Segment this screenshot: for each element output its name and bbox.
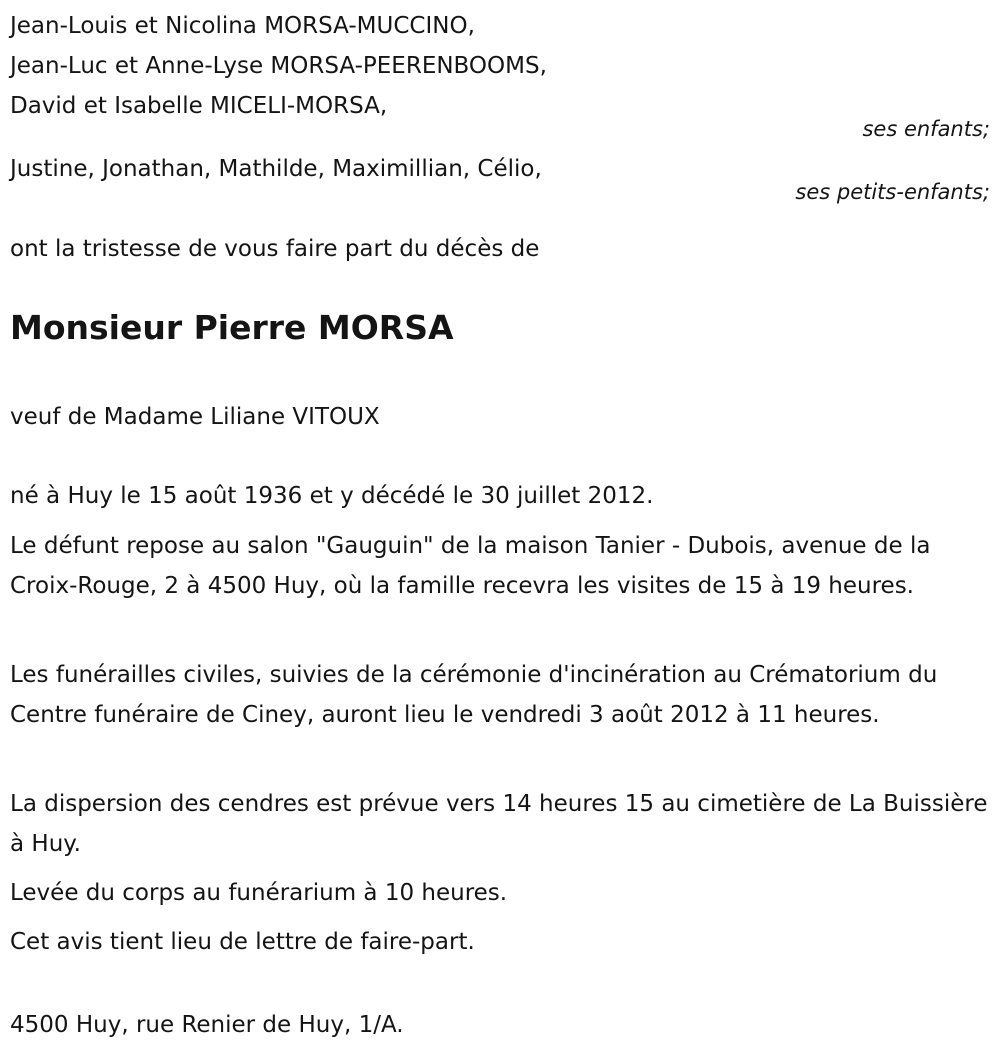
body-removal-paragraph: Levée du corps au funérarium à 10 heures.	[10, 880, 508, 906]
deceased-name: Monsieur Pierre MORSA	[10, 308, 454, 347]
family-address: 4500 Huy, rue Renier de Huy, 1/A.	[10, 1012, 404, 1038]
birth-death-paragraph: né à Huy le 15 août 1936 et y décédé le 30 juillet 2012.	[10, 483, 654, 509]
grandchildren-line: Justine, Jonathan, Mathilde, Maximillian, Célio,	[10, 156, 542, 182]
family-line-child-3: David et Isabelle MICELI-MORSA,	[10, 93, 388, 119]
children-relation-label: ses enfants;	[862, 117, 990, 141]
family-line-child-1: Jean-Louis et Nicolina MORSA-MUCCINO,	[10, 13, 475, 39]
ashes-dispersion-paragraph: La dispersion des cendres est prévue vers 14 heures 15 au cimetière de La Buissière à Huy.	[10, 791, 988, 857]
viewing-paragraph: Le défunt repose au salon "Gauguin" de la maison Tanier - Dubois, avenue de la Croix-Rouge, 2 à 4500 Huy, où la famille recevra les visites de 15 à 19 heures.	[10, 533, 931, 599]
notice-statement-paragraph: Cet avis tient lieu de lettre de faire-part.	[10, 929, 475, 955]
funeral-paragraph: Les funérailles civiles, suivies de la cérémonie d'incinération au Crématorium du Centre funéraire de Ciney, auront lieu le vendredi 3 août 2012 à 11 heures.	[10, 662, 938, 728]
widow-of-text: veuf de Madame Liliane VITOUX	[10, 404, 380, 430]
grandchildren-relation-label: ses petits-enfants;	[795, 180, 990, 204]
family-line-child-2: Jean-Luc et Anne-Lyse MORSA-PEERENBOOMS,	[10, 53, 547, 79]
announcement-text: ont la tristesse de vous faire part du décès de	[10, 236, 540, 262]
